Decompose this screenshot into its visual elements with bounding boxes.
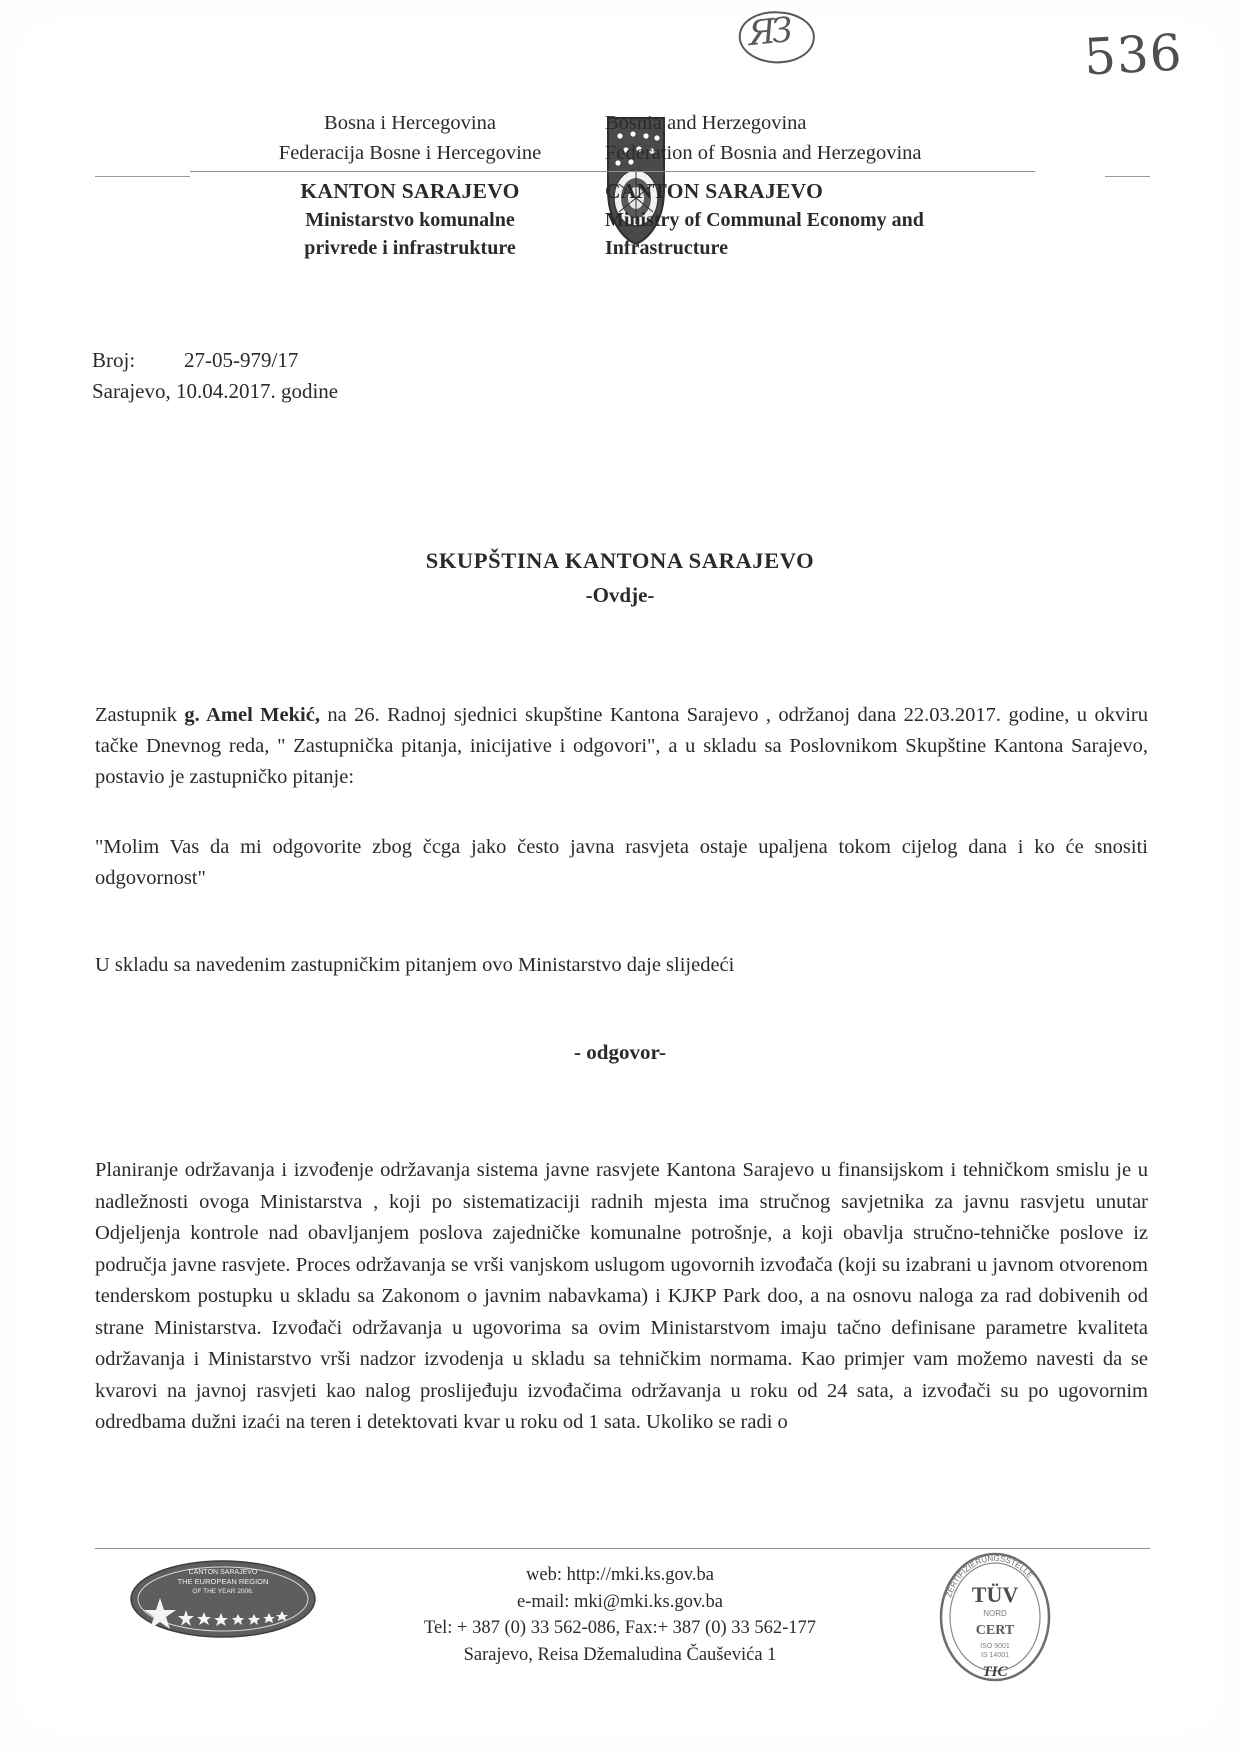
svg-text:CANTON SARAJEVO: CANTON SARAJEVO: [188, 1569, 258, 1576]
letterhead-rule-left-stub: [95, 176, 190, 177]
letterhead-divider-en: [605, 171, 1035, 172]
handwritten-page-number: 536: [1082, 23, 1184, 87]
reference-number-row: [92, 345, 338, 376]
footer-address: Sarajevo, Reisa Džemaludina Čauševića 1: [463, 1644, 777, 1665]
svg-text:TÜV: TÜV: [971, 1582, 1019, 1607]
answer-heading: - odgovor-: [574, 1040, 666, 1064]
letterhead-country-bs: Bosna i Hercegovina: [324, 112, 496, 134]
footer-phone-fax: Tel: + 387 (0) 33 562-086, Fax:+ 387 (0) 33 562-177: [423, 1618, 817, 1638]
letterhead-canton-en: CANTON SARAJEVO: [605, 179, 824, 203]
letterhead-ministry-bs-line2: privrede i infrastrukture: [304, 237, 516, 259]
addressee-here: -Ovdje-: [585, 583, 655, 607]
letterhead-ministry-bs-line1: Ministarstvo komunalne: [305, 209, 515, 231]
svg-text:ISO 9001: ISO 9001: [980, 1643, 1010, 1650]
letterhead-ministry-en-line2: Infrastructure: [605, 237, 728, 259]
svg-text:THE EUROPEAN REGION: THE EUROPEAN REGION: [177, 1577, 269, 1586]
svg-text:ZERTIFIZIERUNGSSTELLE: ZERTIFIZIERUNGSSTELLE: [944, 1553, 1035, 1599]
footer-web[interactable]: web: http://mki.ks.gov.ba: [526, 1565, 714, 1585]
letterhead-bosnian-column: [195, 108, 625, 262]
intro-suffix: na 26. Radnoj sjednici skupštine Kantona Sarajevo , održanoj dana 22.03.2017. godine, u okviru tačke Dnevnog reda, " Zastupnička pitanja, inicijative i odgovori", a u skladu sa Poslovnikom Skupštine Kantona Sarajevo, postavio je zastupničko pitanje:: [95, 704, 1148, 788]
letterhead-english-column: [605, 108, 1035, 262]
letterhead-federation-en: Federation of Bosnia and Herzegovina: [605, 142, 922, 164]
svg-text:OF THE YEAR 2006.: OF THE YEAR 2006.: [192, 1588, 254, 1595]
reference-number-value: 27-05-979/17: [184, 348, 299, 372]
answer-body-paragraph: Planiranje održavanja i izvođenje održavanja sistema javne rasvjete Kantona Sarajevo u finansijskom i tehničkom smislu je u nadležnosti ovoga Ministarstva , koji po sistematizaciji radnih mjesta ima stručnog savjetnika za javnu rasvjetu unutar Odjeljenja kontrole nad obavljanjem poslova zajedničke komunalne potrošnje, a koji obavlja stručno-tehničke poslove iz područja javne rasvjete. Proces održavanja se vrši vanjskom uslugom ugovornih izvođača (koji su izabrani u javnom otvorenom tenderskom postupku u skladu sa Zakonom o javnim nabavkama) i KJKP Park doo, a na osnovu naloga za rad dobivenih od strane Ministarstva. Izvođači održavanja u ugovorima sa ovim Ministarstvom imaju tačno definisane parametre kvaliteta održavanja i Ministarstvo vrši nadzor izvodenja u skladu sa tehničkim normama. Kao primjer vam možemo navesti da se kvarovi na javnoj rasvjeti kao nalog proslijeđuju izvođačima održavanja u roku od 24 sata, a izvođači su po ugovornim odredbama dužni izaći na teren i detektovati kvar u roku od 1 sata. Ukoliko se radi o: [95, 1159, 1148, 1433]
letterhead-ministry-en-line1: Ministry of Communal Economy and: [605, 209, 924, 231]
transition-paragraph: U skladu sa navedenim zastupničkim pitanjem ovo Ministarstvo daje slijedeći: [95, 954, 735, 976]
addressee-institution: SKUPŠTINA KANTONA SARAJEVO: [425, 548, 815, 573]
scribble-initials: ЯЗ: [746, 10, 791, 55]
intro-prefix: Zastupnik: [95, 704, 185, 726]
reference-block: [92, 345, 338, 407]
handwritten-scribble-mark: [732, 2, 848, 75]
svg-text:NORD: NORD: [983, 1609, 1007, 1618]
svg-text:CERT: CERT: [975, 1623, 1015, 1638]
intro-paragraph: [95, 700, 1148, 793]
letterhead-country-en: Bosnia and Herzegovina: [605, 112, 807, 134]
svg-text:IS 14001: IS 14001: [980, 1652, 1010, 1659]
reference-number-label: Broj:: [92, 348, 136, 372]
representative-name: g. Amel Mekić,: [184, 704, 320, 726]
letterhead-canton-bs: KANTON SARAJEVO: [300, 179, 520, 203]
letterhead-federation-bs: Federacija Bosne i Hercegovine: [278, 142, 542, 164]
letterhead: [95, 108, 1150, 283]
footer-email[interactable]: e-mail: mki@mki.ks.gov.ba: [517, 1591, 723, 1612]
letterhead-rule-right-stub: [1105, 176, 1150, 177]
letterhead-divider-bs: [190, 171, 610, 172]
reference-place-date: Sarajevo, 10.04.2017. godine: [92, 379, 339, 403]
svg-text:TIC: TIC: [982, 1664, 1008, 1680]
quoted-question-paragraph: "Molim Vas da mi odgovorite zbog čcga jako često javna rasvjeta ostaje upaljena tokom cijelog dana i ko će snositi odgovornost": [95, 836, 1148, 889]
addressee-block: [0, 548, 1240, 608]
certification-stamp-icon: [928, 1550, 1063, 1685]
footer-divider: [95, 1548, 1150, 1549]
